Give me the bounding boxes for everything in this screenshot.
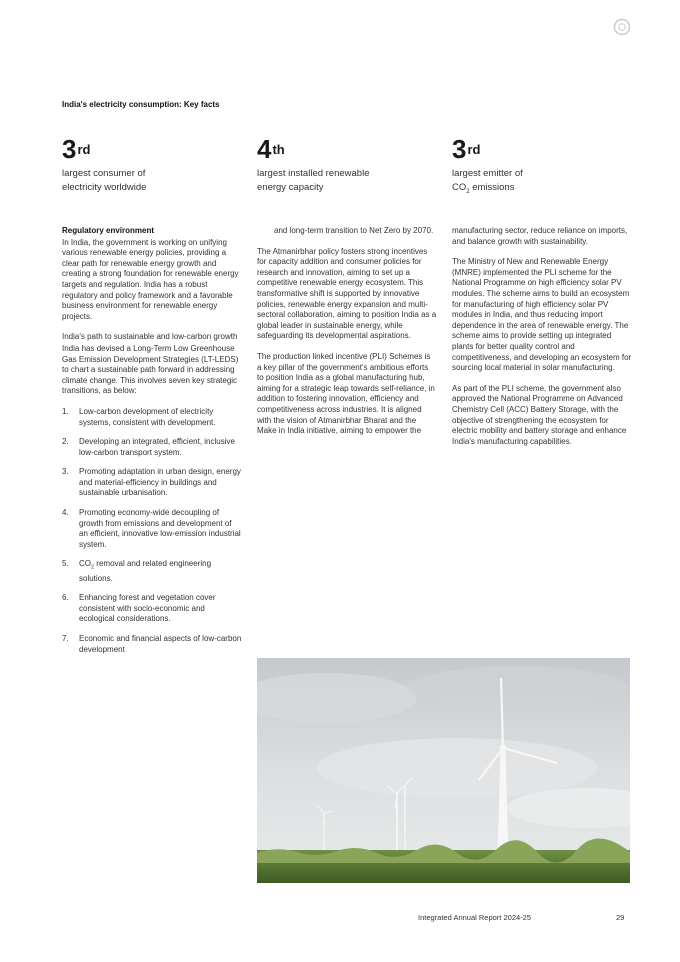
column-regulatory	[62, 226, 242, 664]
list-item: 2. Developing an integrated, efficient, inclusive low-carbon transport system.	[62, 437, 235, 457]
column-policy	[257, 226, 437, 447]
regulatory-heading: Regulatory environment	[62, 226, 155, 235]
column-pli	[452, 226, 632, 457]
net-zero-continuation: and long-term transition to Net Zero by 2070.	[274, 226, 434, 235]
list-item: 5. $CO_2$ removal and related engineering solutions.	[62, 559, 212, 583]
list-item: 3. Promoting adaptation in urban design, energy and material-efficiency in buildings and sustainable urbanisation.	[62, 467, 241, 498]
list-item: 1. Low-carbon development of electricity systems, consistent with development.	[62, 406, 216, 427]
fact-emitter	[452, 135, 627, 199]
lt-leds-paragraph: India has devised a Long-Term Low Greenhouse Gas Emission Development Strategies (LT-LEDS) to chart a sustainable path forward in addressing climate change. This involves seven key strategic transitions, as below:	[62, 343, 239, 396]
page-number: 29	[616, 913, 625, 922]
fact-rank: 3rd	[452, 134, 481, 164]
fact-rank: 3rd	[62, 134, 91, 164]
pli-paragraph: The production linked incentive (PLI) Schemes is a key pillar of the government's ambitious efforts to position India as a global manufacturing hub, aiming for a strategic leap towards self-reliance, in addition to fostering innovation, efficiency and competitiveness across industries. It is aligned with the vision of Atmanirbhar Bharat and the Make in India initiative, aiming to empower the	[257, 351, 435, 436]
fact-description: largest installed renewable energy capacity	[257, 168, 370, 193]
list-item: 4. Promoting economy-wide decoupling of growth from emissions and development of an efficient, innovative low-emission industrial system.	[62, 508, 241, 549]
fact-renewable	[257, 135, 432, 195]
wind-turbines-photo	[257, 658, 630, 883]
strategic-transitions-list	[62, 407, 242, 655]
regulatory-paragraph: In India, the government is working on unifying various renewable energy policies, providing a clear path for renewable energy growth and creating a strong foundation for renewable energy targets and regulation. India has a robust regulatory and policy framework and a favorable business environment for renewable energy projects.	[62, 237, 239, 321]
low-carbon-subheading: India's path to sustainable and low-carbon growth	[62, 332, 238, 342]
footer-report-title: Integrated Annual Report 2024-25	[418, 913, 532, 922]
circle-logo-icon	[613, 18, 631, 36]
fact-consumer	[62, 135, 237, 195]
fact-description: largest emitter of $CO_2$ emissions	[452, 168, 523, 195]
list-item: 6. Enhancing forest and vegetation cover consistent with socio-economic and ecological considerations.	[62, 593, 216, 624]
acc-battery-paragraph: As part of the PLI scheme, the government also approved the National Programme on Advanced Chemistry Cell (ACC) Battery Storage, with the objective of strengthening the ecosystem for electric mobility and battery storage and enhance India's manufacturing capabilities.	[452, 383, 627, 446]
manufacturing-continuation: manufacturing sector, reduce reliance on imports, and balance growth with sustainability.	[452, 226, 628, 246]
atmanirbhar-paragraph: The Atmanirbhar policy fosters strong incentives for capacity addition and consumer policies for research and innovation, aiming to set up a competitive renewable energy ecosystem. This transformative shift is supported by innovative policies, renewable energy expansion and multi-sectoral collaboration, aiming to position India as a global leader in sustainable energy, while safeguarding its developmental aspirations.	[257, 246, 437, 341]
fact-description: largest consumer of electricity worldwide	[62, 168, 147, 193]
section-heading: India's electricity consumption: Key facts	[62, 100, 220, 109]
mnre-paragraph: The Ministry of New and Renewable Energy (MNRE) implemented the PLI scheme for the National Programme on high efficiency solar PV modules. The scheme aims to build an ecosystem for manufacturing of high efficiency solar PV modules in India, and thus reducing import dependence in the area of renewable energy. The scheme aims to provide setting up integrated plants for better quality control and competitiveness, and developing an ecosystem for sourcing local material in solar manufacturing.	[452, 257, 632, 373]
list-item: 7. Economic and financial aspects of low-carbon development	[62, 634, 242, 654]
fact-rank: 4th	[257, 134, 285, 164]
